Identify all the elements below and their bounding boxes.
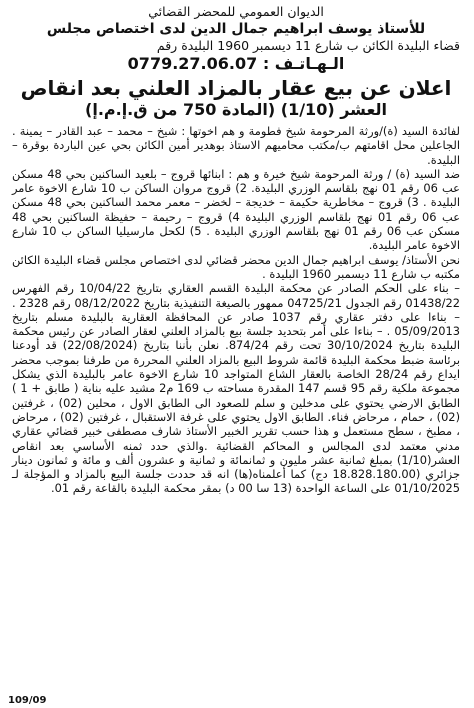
beneficiary-paragraph: لفائدة السيد (ة)/ورثة المرحومة شيخ فطومة و هم اخوتها : شيخ – محمد – عبد القادر – يمينة . الجاعلين محل اقامتهم ب/مكتب محاميهم الاستاذ بوهدير أمين الكائن بحي عين الباردة بوقرة – البليدة.: [12, 124, 460, 167]
phone-label: الـهـاتـف :: [262, 54, 345, 73]
announcement-body: [12, 124, 460, 496]
announcement-subtitle: العشر (1/10) (المادة 750 من ق.إ.م.إ): [85, 100, 387, 119]
announcement-title: اعلان عن بيع عقار بالمزاد العلني بعد انقاص: [20, 76, 452, 100]
phone-number: 0779.27.06.07: [127, 54, 258, 73]
sale-details-paragraph: – بناء على الحكم الصادر عن محكمة البليدة القسم العقاري بتاريخ 10/04/22 رقم الفهرس 01438/22 رقم الجدول 04725/21 ممهور بالصيغة التنفيذية بتاريخ 08/12/2022 رقم 2328 . – بناءا على دفتر عقاري رقم 1037 صادر عن المحافظة العقارية بالبليدة مسلم بتاريخ 05/09/2013 . – بناءا على أمر بتحديد جلسة بيع بالمزاد العلني لعقار الصادر عن رئيس محكمة البليدة بتاريخ 30/10/2024 تحت رقم 874/24. نعلن بأننا بتاريخ (22/08/2024) قد أودعنا برئاسة ضبط محكمة البليدة قائمة شروط البيع بالمزاد العلني المحررة من طرفنا بموجب محضر ايداع رقم 28/24 الخاصة بالعقار الشاع المتواجد 10 شارع الاخوة عامر بالبليدة الذي يشكل مجموعة ملكية رقم 95 قسم 147 المقدرة مساحته ب 169 م2 مشيد عليه بناية ( طابق + 1 ) الطابق الارضي يحتوي على مدخلين و سلم للصعود الى الطابق الاول ، محلين (02) ، غرفتين (02) ، حمام ، مرحاض فناء. الطابق الاول يحتوي على غرفة الاستقبال ، غرفتين (02) ، مرحاض ، مطبخ ، سطح مستعمل و هذا حسب تقرير الخبير الأستاذ شارف مصطفى خبير قضائي عقاري مدني معتمد لدى المجالس و المحاكم القضائية .والذي حدد ثمنه الأساسي بعد انقاص العشر(1/10) بمبلغ ثمانية عشر مليون و ثمانمائة و ثمانية و عشرون ألف و مائة و ثمانون دينار جزائري (18.828.180.00 دج) كما أعلمناه(ها) انه قد حددت جلسة البيع بالمزاد و المؤجلة لـ 01/10/2025 على الساعة الواحدة (13 سا 00 د) بمقر محكمة البليدة بالقاعة رقم 01.: [12, 281, 461, 496]
bailiff-name-line: للأستاذ يوسف ابراهيم جمال الدين لدى اختصاص مجلس: [46, 21, 426, 37]
bailiff-paragraph: نحن الأستاذ/ يوسف ابراهيم جمال الدين محضر قضائي لدى اختصاص مجلس قضاء البليدة الكائن مكتبه ب شارع 11 ديسمبر 1960 البليدة .: [12, 252, 460, 281]
office-address: قضاء البليدة الكائن ب شارع 11 ديسمبر 1960 البليدة رقم: [156, 38, 460, 53]
defendants-paragraph: ضد السيد (ة) / ورثة المرحومة شيخ خيرة و هم : ابنائها قروج – بلعيد الساكنين بحي 48 مسكن عب 06 رقم 01 نهج بلقاسم الوزري البليدة. 2) قروج مروان الساكن ب 10 شارع الاخوة عامر البليدة . 3) قروج – مخاطرية حكيمة – خديجة – لخضر – معمر محمد الساكنين بحي 48 مسكن عب 06 رقم 01 نهج بلقاسم الوزري البليدة 4) قروج – رحيمة – حفيظة الساكنين بحي 48 مسكن عب 06 رقم 01 نهج بلقاسم الوزري البليدة . 5) لكحل مارسيليا الساكن ب 10 شارع الاخوة عامر البليدة.: [12, 166, 461, 253]
footer-code: 109/09: [8, 695, 47, 706]
phone-row: [12, 54, 460, 74]
office-name: الديوان العمومي للمحضر القضائي: [148, 4, 324, 19]
